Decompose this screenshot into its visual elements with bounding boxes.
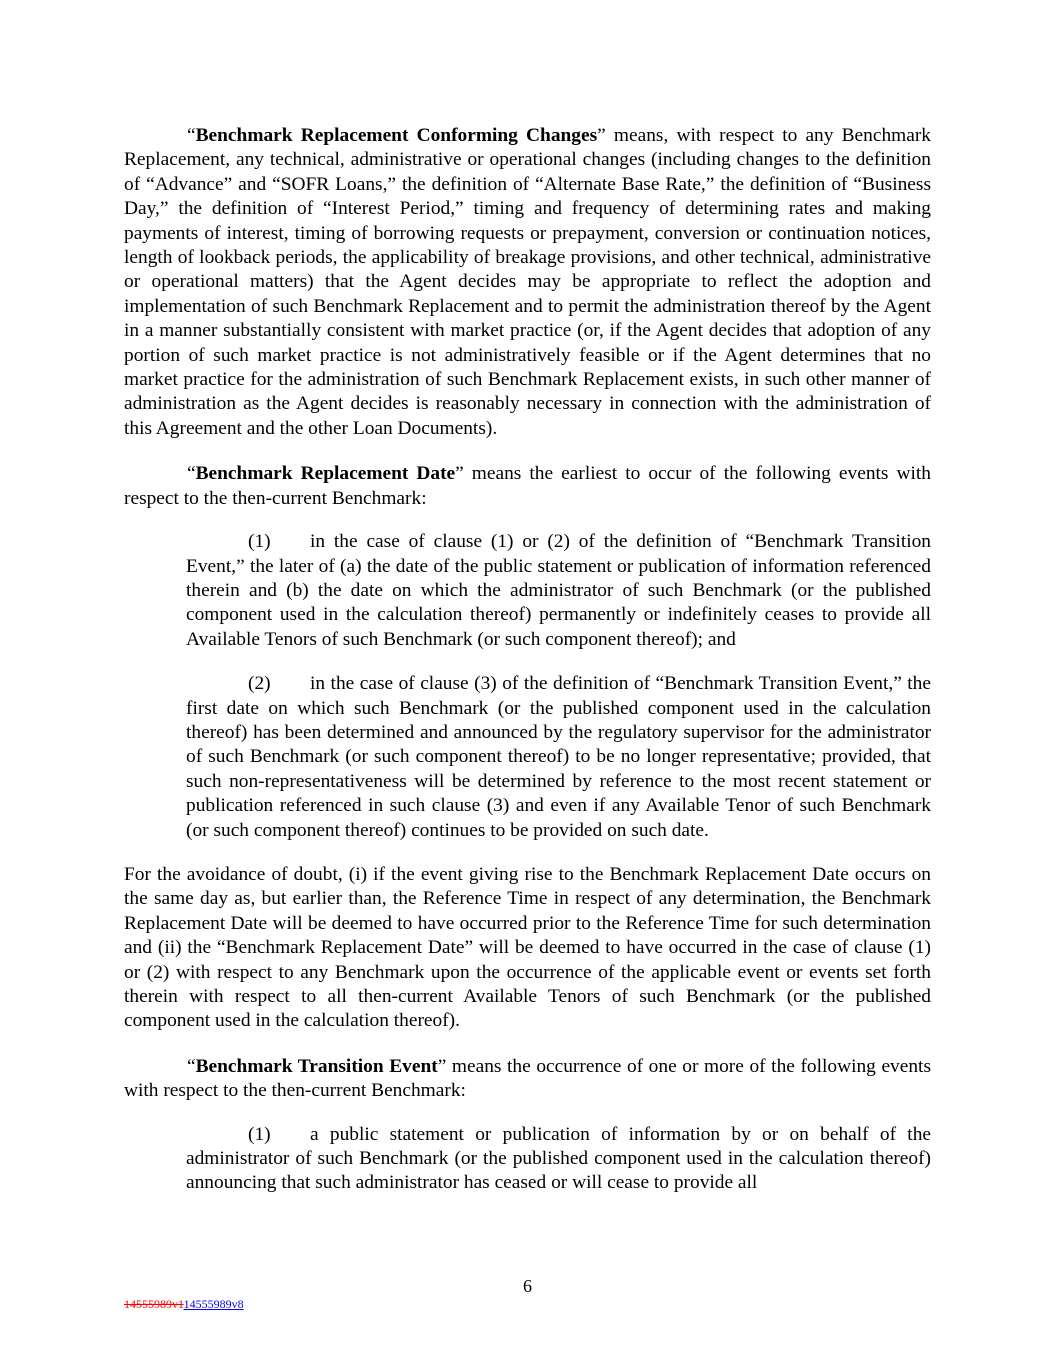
clause-text: a public statement or publication of information by or on behalf of the administrator of such Benchmark (or the published component used in the calculation thereof) announcing that such administrator has ceased or will cease to provide all	[186, 1123, 931, 1194]
list-item	[186, 1123, 931, 1196]
definition-text: ” means, with respect to any Benchmark Replacement, any technical, administrative or operational changes (including changes to the definition of “Advance” and “SOFR Loans,” the definition of “Alternate Base Rate,” the definition of “Business Day,” the definition of “Interest Period,” timing and frequency of determining rates and making payments of interest, timing of borrowing requests or prepayment, conversion or continuation notices, length of lookback periods, the applicability of breakage provisions, and other technical, administrative or operational matters) that the Agent decides may be appropriate to reflect the adoption and implementation of such Benchmark Replacement and to permit the administration thereof by the Agent in a manner substantially consistent with market practice (or, if the Agent decides that adoption of any portion of such market practice is not administratively feasible or if the Agent determines that no market practice for the administration of such Benchmark Replacement exists, in such other manner of administration as the Agent decides is reasonably necessary in connection with the administration of this Agreement and the other Loan Documents).	[124, 125, 931, 439]
open-quote: “	[187, 1055, 196, 1077]
definition-text: ” means the occurrence of one or more of the following events with respect to the then-current Benchmark:	[124, 1055, 931, 1102]
clause-number: (1)	[248, 531, 271, 553]
list-item	[186, 672, 931, 843]
clause-text: in the case of clause (3) of the definition of “Benchmark Transition Event,” the first date on which such Benchmark (or the published component used in the calculation thereof) has been determined and announced by the regulatory supervisor for the administrator of such Benchmark (or such component thereof) to be no longer representative; provided, that such non-representativeness will be determined by reference to the most recent statement or publication referenced in such clause (3) and even if any Available Tenor of such Benchmark (or such component thereof) continues to be provided on such date.	[186, 673, 931, 841]
definition-benchmark-replacement-conforming-changes	[124, 124, 931, 441]
definition-benchmark-transition-event	[124, 1055, 931, 1104]
clause-text: in the case of clause (1) or (2) of the definition of “Benchmark Transition Event,” the later of (a) the date of the public statement or publication of information referenced therein and (b) the date on which the administrator of such Benchmark (or the published component used in the calculation thereof) permanently or indefinitely ceases to provide all Available Tenors of such Benchmark (or such component thereof); and	[186, 531, 931, 650]
defined-term: Benchmark Transition Event	[195, 1055, 438, 1077]
defined-term: Benchmark Replacement Conforming Changes	[195, 125, 598, 146]
document-id	[124, 1297, 244, 1312]
definition-text: ” means the earliest to occur of the following events with respect to the then-current Benchmark:	[124, 463, 931, 509]
clause-number: (2)	[248, 673, 271, 695]
open-quote: “	[187, 463, 196, 485]
document-id-deleted: 14555989v1	[124, 1297, 184, 1311]
page-number: 6	[523, 1276, 532, 1296]
open-quote: “	[187, 125, 196, 146]
list-item	[186, 530, 931, 652]
avoidance-of-doubt-paragraph: For the avoidance of doubt, (i) if the event giving rise to the Benchmark Replacement Date occurs on the same day as, but earlier than, the Reference Time in respect of any determination, the Benchmark Replacement Date will be deemed to have occurred prior to the Reference Time for such determination and (ii) the “Benchmark Replacement Date” will be deemed to have occurred in the case of clause (1) or (2) with respect to any Benchmark upon the occurrence of the applicable event or events set forth therein with respect to all then-current Available Tenors of such Benchmark (or the published component used in the calculation thereof).	[124, 863, 931, 1032]
clause-number: (1)	[248, 1123, 271, 1145]
page-body	[124, 124, 931, 1196]
definition-benchmark-replacement-date	[124, 462, 931, 511]
defined-term: Benchmark Replacement Date	[195, 463, 456, 485]
document-id-inserted: 14555989v8	[183, 1297, 244, 1311]
